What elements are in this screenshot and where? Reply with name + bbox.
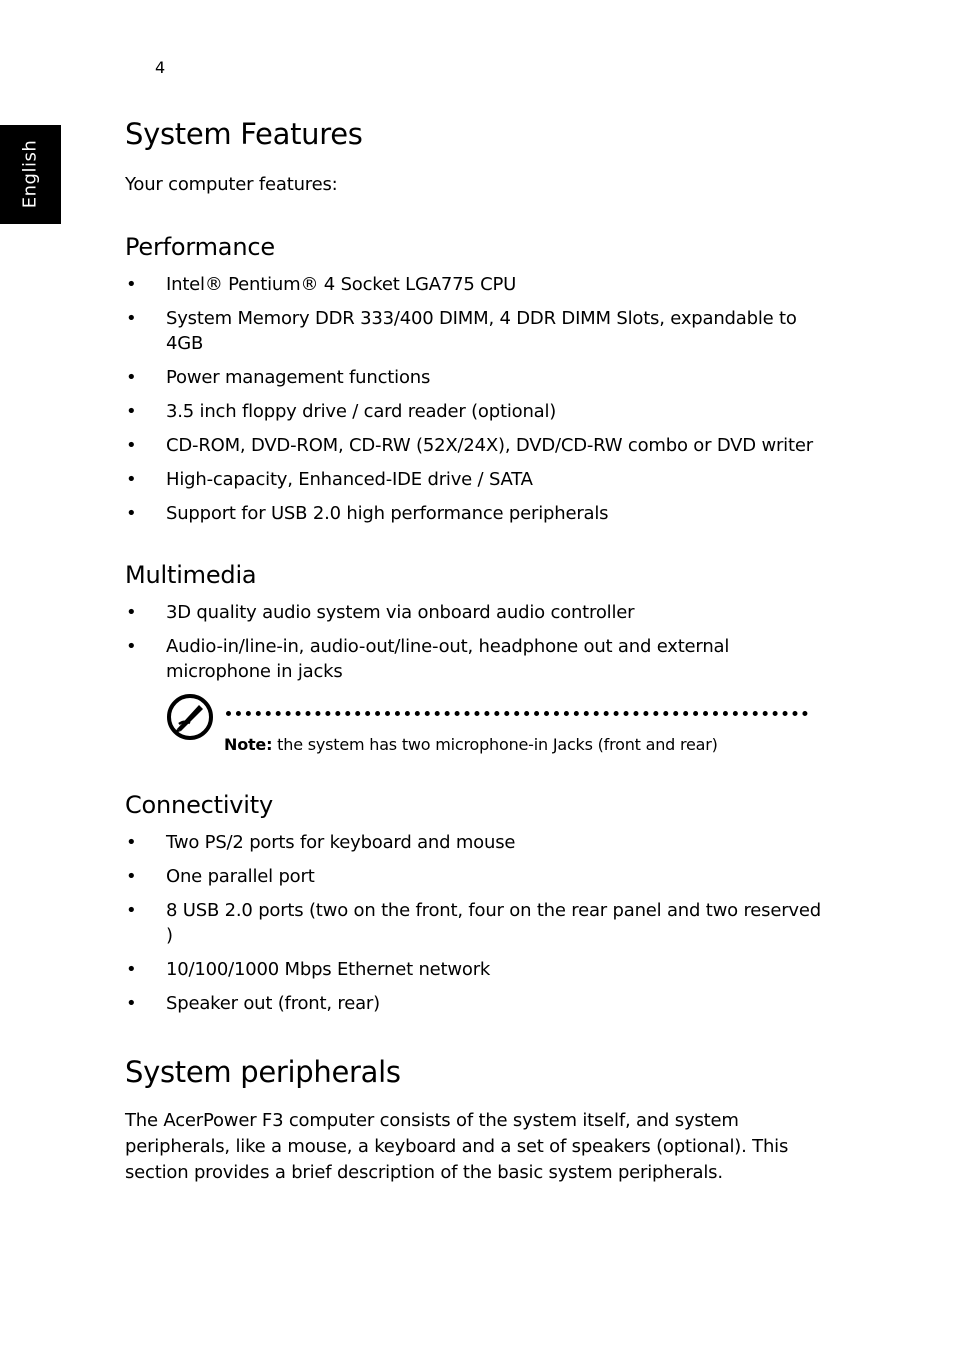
list-item: • CD-ROM, DVD-ROM, CD-RW (52X/24X), DVD/CD-RW combo or DVD writer [125, 433, 825, 458]
connectivity-heading: Connectivity [125, 791, 273, 819]
system-peripherals-body: The AcerPower F3 computer consists of the system itself, and system peripherals, like a mouse, a keyboard and a set of speakers (optional). This section provides a brief description of the basic system peripherals. [125, 1110, 789, 1183]
list-item: • Support for USB 2.0 high performance peripherals [125, 501, 825, 526]
multimedia-list [125, 600, 825, 684]
language-tab [0, 125, 61, 224]
performance-heading: Performance [125, 233, 275, 261]
list-item: • Audio-in/line-in, audio-out/line-out, headphone out and external microphone in jacks [125, 634, 825, 684]
system-features-heading: System Features [125, 117, 363, 151]
note-label: Note: [224, 735, 273, 754]
note-dotted-divider [226, 711, 808, 716]
list-item: • One parallel port [125, 864, 825, 889]
connectivity-list [125, 830, 825, 1016]
list-item: • 3.5 inch floppy drive / card reader (optional) [125, 399, 825, 424]
list-item: • Intel® Pentium® 4 Socket LGA775 CPU [125, 272, 825, 297]
multimedia-heading: Multimedia [125, 561, 257, 589]
list-item: • Power management functions [125, 365, 825, 390]
language-tab-label: English [19, 139, 41, 209]
list-item: • System Memory DDR 333/400 DIMM, 4 DDR DIMM Slots, expandable to 4GB [125, 306, 825, 356]
note-block [125, 692, 825, 764]
page-number: 4 [155, 58, 166, 77]
system-features-intro: Your computer features: [125, 174, 338, 195]
list-item: • 10/100/1000 Mbps Ethernet network [125, 957, 825, 982]
list-item: • Two PS/2 ports for keyboard and mouse [125, 830, 825, 855]
note-body: the system has two microphone-in Jacks (front and rear) [272, 735, 718, 754]
list-item: • Speaker out (front, rear) [125, 991, 825, 1016]
note-pen-icon [166, 693, 214, 741]
list-item: • High-capacity, Enhanced-IDE drive / SATA [125, 467, 825, 492]
list-item: • 8 USB 2.0 ports (two on the front, four on the rear panel and two reserved ) [125, 898, 825, 948]
performance-list [125, 272, 825, 526]
note-text [224, 734, 718, 756]
list-item: • 3D quality audio system via onboard audio controller [125, 600, 825, 625]
system-peripherals-heading: System peripherals [125, 1055, 401, 1089]
page-content [125, 112, 825, 1186]
